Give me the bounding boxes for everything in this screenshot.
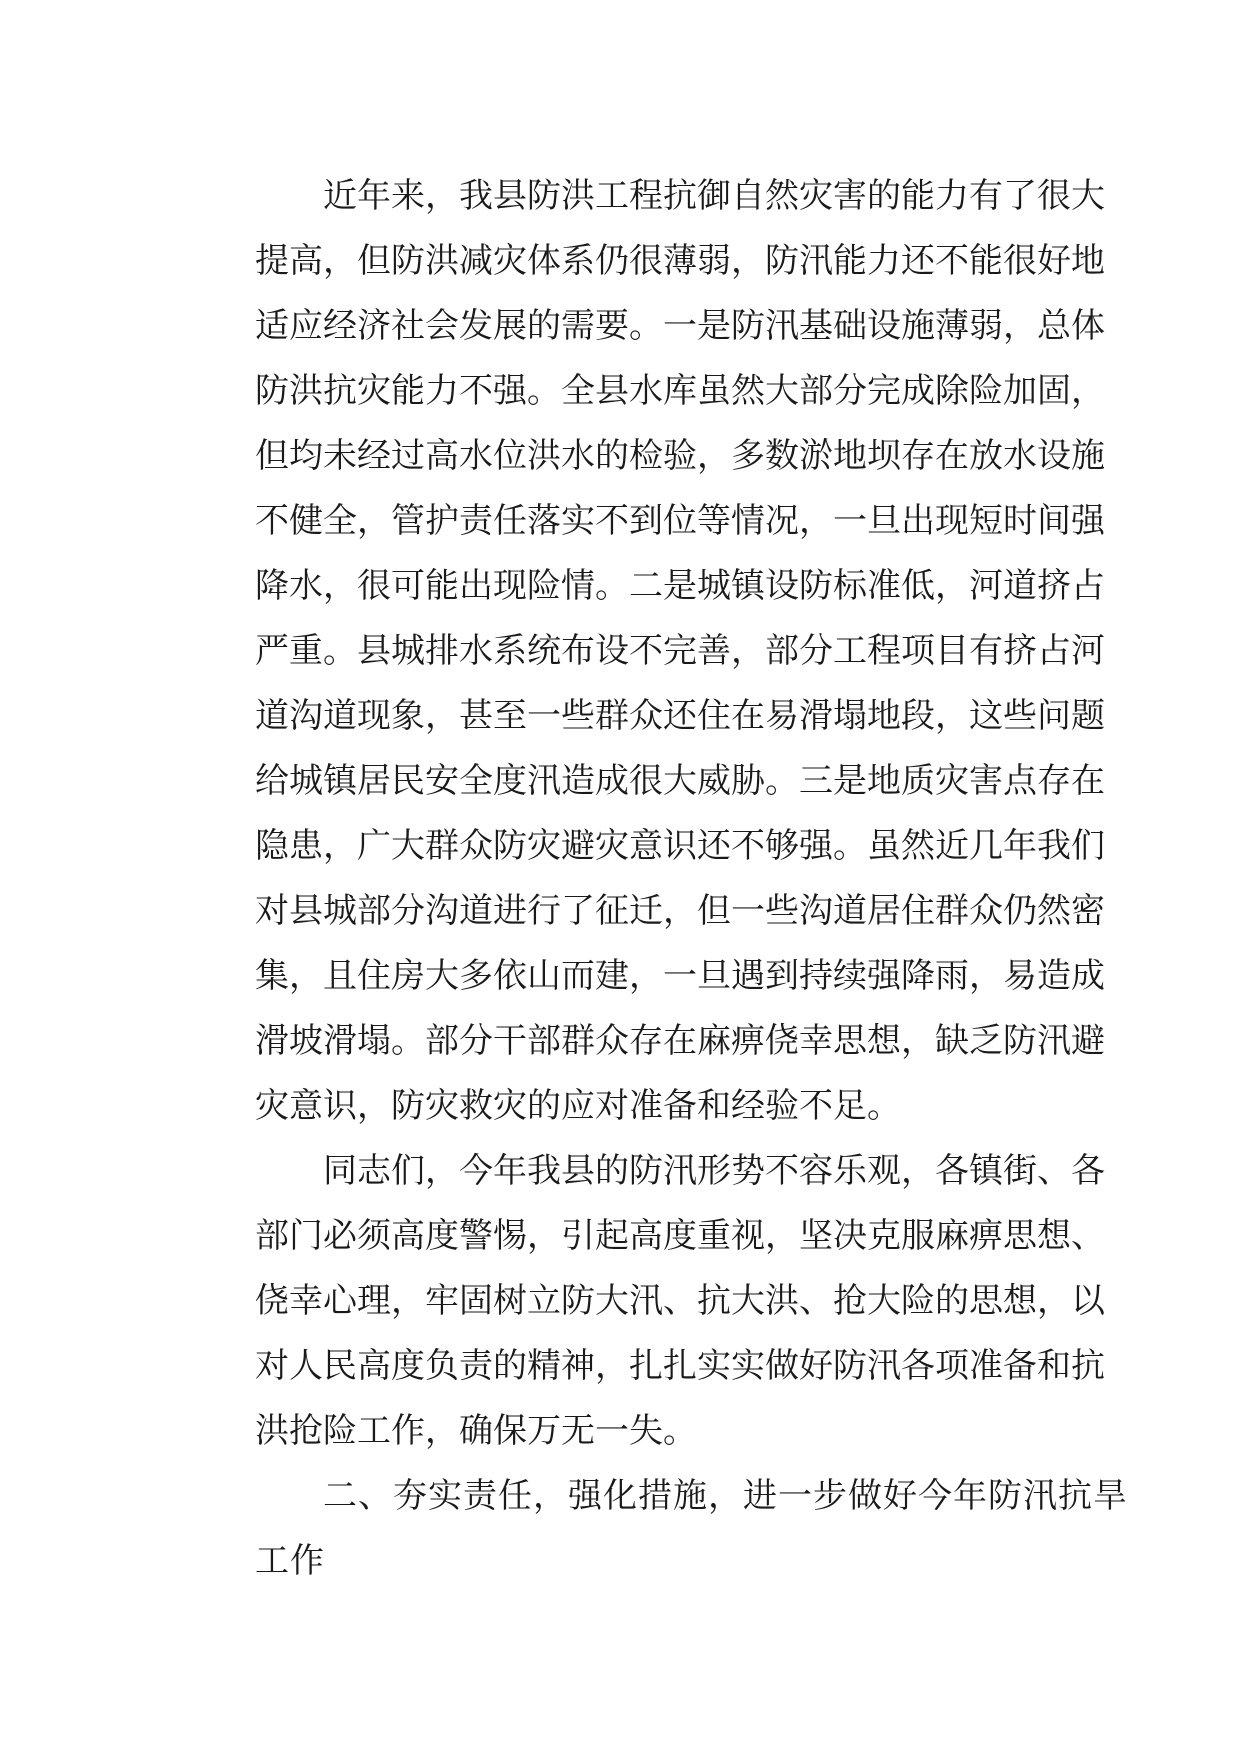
text-line: 道沟道现象，甚至一些群众还住在易滑塌地段，这些问题 [255, 696, 1105, 736]
text-line: 近年来，我县防洪工程抗御自然灾害的能力有了很大 [323, 176, 1105, 216]
text-line: 不健全，管护责任落实不到位等情况，一旦出现短时间强 [255, 501, 1105, 541]
text-line: 隐患，广大群众防灾避灾意识还不够强。虽然近几年我们 [255, 826, 1105, 866]
text-line: 部门必须高度警惕，引起高度重视，坚决克服麻痹思想、 [255, 1216, 1105, 1256]
paragraph-comrades-address [187, 1139, 1105, 1464]
text-line: 对县城部分沟道进行了征迁，但一些沟道居住群众仍然密 [255, 891, 1105, 931]
text-line: 但均未经过高水位洪水的检验，多数淤地坝存在放水设施 [255, 436, 1105, 476]
text-line: 二、夯实责任，强化措施，进一步做好今年防汛抗旱 [323, 1476, 1128, 1516]
section-heading-two [187, 1464, 1128, 1594]
text-line: 对人民高度负责的精神，扎扎实实做好防汛各项准备和抗 [255, 1346, 1105, 1386]
text-line: 提高，但防洪减灾体系仍很薄弱，防汛能力还不能很好地 [255, 241, 1105, 281]
text-line: 侥幸心理，牢固树立防大汛、抗大洪、抢大险的思想，以 [255, 1281, 1105, 1321]
text-line: 降水，很可能出现险情。二是城镇设防标准低，河道挤占 [255, 566, 1105, 606]
text-line: 工作 [255, 1541, 325, 1581]
text-line: 洪抢险工作，确保万无一失。 [255, 1411, 697, 1451]
text-line: 滑坡滑塌。部分干部群众存在麻痹侥幸思想，缺乏防汛避 [255, 1021, 1105, 1061]
text-line: 同志们，今年我县的防汛形势不容乐观，各镇街、各 [323, 1151, 1105, 1191]
text-line: 灾意识，防灾救灾的应对准备和经验不足。 [255, 1086, 901, 1126]
text-line: 给城镇居民安全度汛造成很大威胁。三是地质灾害点存在 [255, 761, 1105, 801]
document-body [187, 164, 1128, 1594]
paragraph-flood-risk-analysis [187, 164, 1105, 1139]
text-line: 严重。县城排水系统布设不完善，部分工程项目有挤占河 [255, 631, 1105, 671]
text-line: 集，且住房大多依山而建，一旦遇到持续强降雨，易造成 [255, 956, 1105, 996]
text-line: 适应经济社会发展的需要。一是防汛基础设施薄弱，总体 [255, 306, 1105, 346]
text-line: 防洪抗灾能力不强。全县水库虽然大部分完成除险加固， [255, 371, 1105, 411]
